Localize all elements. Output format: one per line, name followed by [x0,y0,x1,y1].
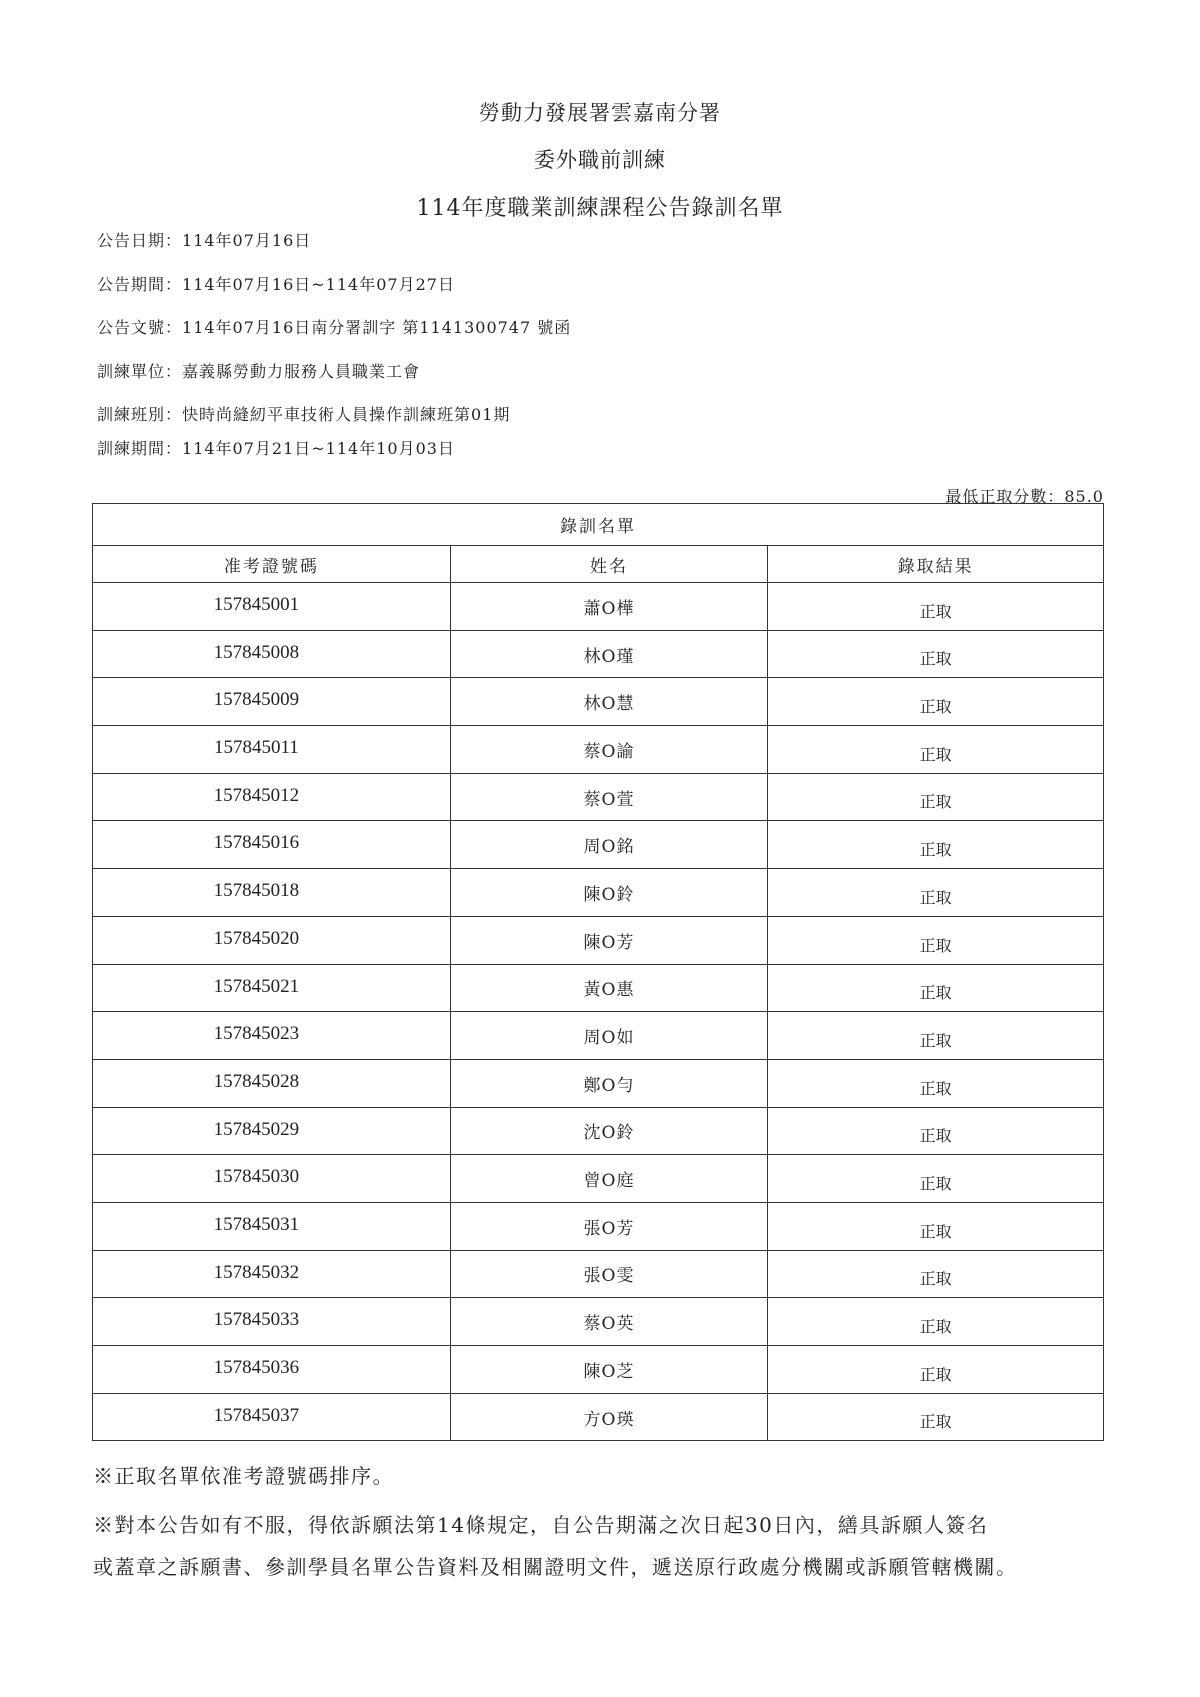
name-cell: 張O雯 [450,1250,768,1298]
name-cell: 蔡O萱 [450,773,768,821]
table-row [93,583,1104,631]
name-cell: 沈O鈴 [450,1107,768,1155]
table-row [93,678,1104,726]
column-header-exam-id: 准考證號碼 [93,546,451,583]
result-cell: 正取 [768,1107,1104,1155]
result-cell: 正取 [768,678,1104,726]
result-cell: 正取 [768,1202,1104,1250]
name-cell: 張O芳 [450,1202,768,1250]
name-cell: 蕭O樺 [450,583,768,631]
program-title: 委外職前訓練 [534,148,666,172]
result-cell: 正取 [768,1012,1104,1060]
table-row [93,1250,1104,1298]
training-period-line [97,436,455,459]
agency-title: 勞動力發展署雲嘉南分署 [479,101,721,125]
exam-id-cell: 157845012 [93,773,451,821]
table-row [93,1202,1104,1250]
table-row [93,1298,1104,1346]
announce-docno-label: 公告文號： [97,318,183,337]
announce-period-label: 公告期間： [97,275,183,294]
exam-id-cell: 157845029 [93,1107,451,1155]
exam-id-cell: 157845036 [93,1346,451,1394]
result-cell: 正取 [768,1346,1104,1394]
name-cell: 曾O庭 [450,1155,768,1203]
exam-id-cell: 157845030 [93,1155,451,1203]
training-unit-line [97,359,420,382]
order-note: ※正取名單依准考證號碼排序。 [93,1464,394,1488]
exam-id-cell: 157845018 [93,869,451,917]
exam-id-cell: 157845033 [93,1298,451,1346]
training-class-label: 訓練班別： [97,405,183,424]
training-unit-label: 訓練單位： [97,362,183,381]
result-cell: 正取 [768,630,1104,678]
column-header-result: 錄取結果 [768,546,1104,583]
table-body [93,583,1104,1441]
exam-id-cell: 157845020 [93,916,451,964]
name-cell: 黃O惠 [450,964,768,1012]
exam-id-cell: 157845001 [93,583,451,631]
table-row [93,916,1104,964]
announce-docno-line [97,315,571,338]
table-row [93,1012,1104,1060]
exam-id-cell: 157845016 [93,821,451,869]
table-row [93,726,1104,774]
result-cell: 正取 [768,869,1104,917]
table-row [93,1107,1104,1155]
name-cell: 陳O芝 [450,1346,768,1394]
appeal-note-line2: 或蓋章之訴願書、參訓學員名單公告資料及相關證明文件，遞送原行政處分機關或訴願管轄機關。 [93,1555,1018,1579]
table-row [93,1155,1104,1203]
result-cell: 正取 [768,964,1104,1012]
table-row [93,1059,1104,1107]
column-header-name: 姓名 [450,546,768,583]
exam-id-cell: 157845023 [93,1012,451,1060]
exam-id-cell: 157845011 [93,726,451,774]
name-cell: 蔡O英 [450,1298,768,1346]
result-cell: 正取 [768,726,1104,774]
training-class-line [97,402,510,425]
appeal-note-line1: ※對本公告如有不服，得依訴願法第14條規定，自公告期滿之次日起30日內，繕具訴願人簽名 [93,1513,989,1537]
document-title: 114年度職業訓練課程公告錄訓名單 [416,196,784,221]
name-cell: 周O如 [450,1012,768,1060]
table-row [93,821,1104,869]
exam-id-cell: 157845009 [93,678,451,726]
result-cell: 正取 [768,1250,1104,1298]
name-cell: 林O瑾 [450,630,768,678]
result-cell: 正取 [768,1393,1104,1441]
training-period-value: 114年07月21日~114年10月03日 [182,439,455,458]
admission-table [92,503,1104,1441]
name-cell: 方O瑛 [450,1393,768,1441]
exam-id-cell: 157845032 [93,1250,451,1298]
announce-period-line [97,272,455,295]
table-row [93,773,1104,821]
announce-docno-value: 114年07月16日南分署訓字 第1141300747 號函 [182,318,572,337]
result-cell: 正取 [768,583,1104,631]
name-cell: 鄭O勻 [450,1059,768,1107]
name-cell: 蔡O諭 [450,726,768,774]
announce-date-line [97,228,311,251]
training-period-label: 訓練期間： [97,439,183,458]
min-score: 最低正取分數：85.0 [945,487,1104,506]
table-row [93,630,1104,678]
exam-id-cell: 157845028 [93,1059,451,1107]
name-cell: 林O慧 [450,678,768,726]
result-cell: 正取 [768,773,1104,821]
result-cell: 正取 [768,1059,1104,1107]
table-row [93,964,1104,1012]
table-caption: 錄訓名單 [93,504,1104,546]
result-cell: 正取 [768,821,1104,869]
name-cell: 陳O鈴 [450,869,768,917]
exam-id-cell: 157845021 [93,964,451,1012]
name-cell: 周O銘 [450,821,768,869]
training-class-value: 快時尚縫紉平車技術人員操作訓練班第01期 [182,405,511,424]
exam-id-cell: 157845037 [93,1393,451,1441]
name-cell: 陳O芳 [450,916,768,964]
exam-id-cell: 157845008 [93,630,451,678]
result-cell: 正取 [768,916,1104,964]
table-row [93,1393,1104,1441]
result-cell: 正取 [768,1155,1104,1203]
training-unit-value: 嘉義縣勞動力服務人員職業工會 [182,362,421,381]
announce-date-value: 114年07月16日 [182,231,312,250]
announce-period-value: 114年07月16日~114年07月27日 [182,275,455,294]
announce-date-label: 公告日期： [97,231,183,250]
result-cell: 正取 [768,1298,1104,1346]
table-row [93,1346,1104,1394]
table-row [93,869,1104,917]
exam-id-cell: 157845031 [93,1202,451,1250]
